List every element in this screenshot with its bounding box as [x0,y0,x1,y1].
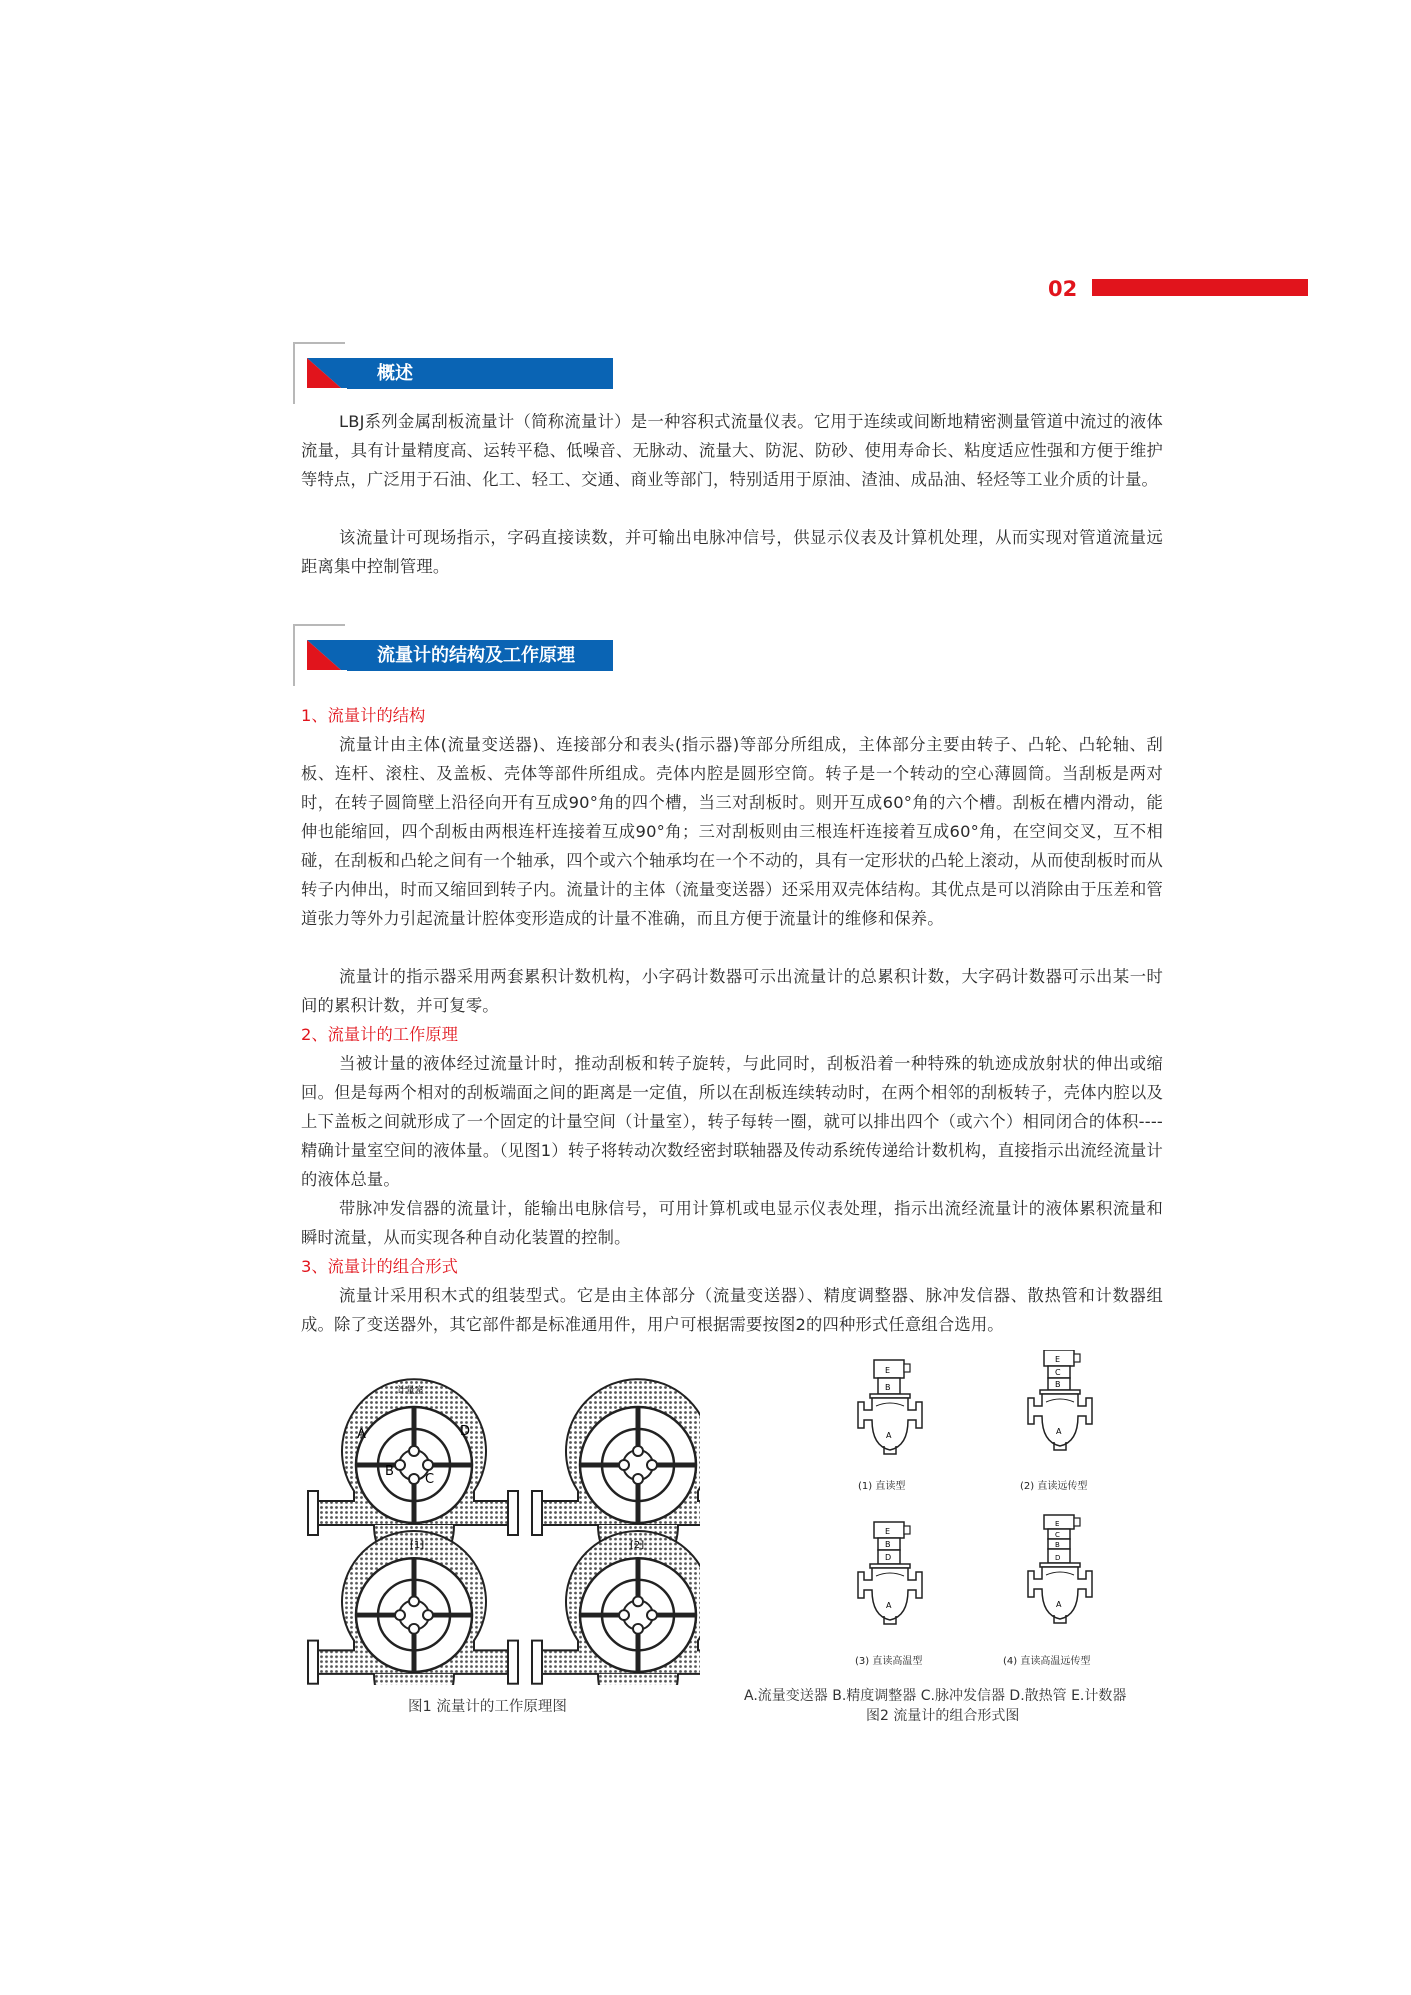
figure1-letter-d: D [460,1424,471,1439]
structure-paragraph-1: 流量计由主体(流量变送器)、连接部分和表头(指示器)等部分所组成，主体部分主要由转子、凸轮、凸轮轴、刮板、连杆、滚柱、及盖板、壳体等部件所组成。壳体内腔是圆形空筒。转子是一个转动的空心薄圆筒。当刮板是两对时，在转子圆筒壁上沿径向开有互成90°角的四个槽，当三对刮板时。则开互成60°角的六个槽。刮板在槽内滑动，能伸也能缩回，四个刮板由两根连杆连接着互成90°角；三对刮板则由三根连杆连接着互成60°角，在空间交叉，互不相碰，在刮板和凸轮之间有一个轴承，四个或六个轴承均在一个不动的，具有一定形状的凸轮上滚动，从而使刮板时而从转子内伸出，时而又缩回到转子内。流量计的主体（流量变送器）还采用双壳体结构。其优点是可以消除由于压差和管道张力等外力引起流量计腔体变形造成的计量不准确，而且方便于流量计的维修和保养。 [301,735,1163,928]
figure2-type-3: (3) 直读高温型 [855,1656,923,1667]
figure2-caption: 图2 流量计的组合形式图 [866,1708,1020,1724]
svg-text:E: E [1055,1520,1060,1528]
principle-paragraph-2: 带脉冲发信器的流量计，能输出电脉信号，可用计算机或电显示仪表处理，指示出流经流量计的液体累积流量和瞬时流量，从而实现各种自动化装置的控制。 [301,1199,1163,1247]
svg-text:E: E [1055,1355,1061,1364]
figure1-caption: 图1 流量计的工作原理图 [408,1699,567,1715]
figure1-letter-a: A [357,1427,366,1442]
svg-text:C: C [1055,1368,1061,1377]
figure1-letter-c: C [425,1472,435,1487]
svg-text:B: B [1055,1380,1061,1389]
svg-text:D: D [885,1553,892,1562]
figure1-chamber-label: 计量室 [397,1386,425,1396]
figure2-legend: A.流量变送器 B.精度调整器 C.脉冲发信器 D.散热管 E.计数器 [744,1688,1127,1704]
page-number: 02 [1048,277,1078,301]
svg-text:B: B [885,1540,891,1549]
section-header-overview [293,342,623,406]
subheading-combination: 3、流量计的组合形式 [301,1257,458,1276]
combination-paragraph-1: 流量计采用积木式的组装型式。它是由主体部分（流量变送器）、精度调整器、脉冲发信器、散热管和计数器组成。除了变送器外，其它部件都是标准通用件，用户可根据需要按图2的四种形式任意组合选用。 [301,1286,1163,1334]
svg-text:E: E [885,1366,891,1375]
figure2-type-1: (1) 直读型 [858,1481,906,1492]
section-title: 概述 [377,363,413,384]
subheading-structure: 1、流量计的结构 [301,706,426,725]
figure1-diagram [300,1375,700,1685]
figure2-type-2: (2) 直读远传型 [1020,1481,1088,1492]
page-header-bar [1092,279,1308,296]
figure2-diagram [830,1350,1130,1670]
svg-text:C: C [1055,1531,1060,1539]
section-logo-icon [301,356,347,390]
figure1-label-2: [2] [630,1540,645,1551]
structure-paragraph-2: 流量计的指示器采用两套累积计数机构，小字码计数器可示出流量计的总累积计数，大字码计数器可示出某一时间的累积计数，并可复零。 [301,967,1163,1015]
subheading-working-principle: 2、流量计的工作原理 [301,1025,458,1044]
svg-text:A: A [886,1431,892,1440]
svg-text:A: A [1056,1600,1062,1609]
figure1-letter-b: B [385,1464,394,1479]
svg-text:A: A [1056,1427,1062,1436]
figure2-type-4: (4) 直读高温远传型 [1003,1656,1091,1667]
overview-paragraph-1: LBJ系列金属刮板流量计（简称流量计）是一种容积式流量仪表。它用于连续或间断地精密测量管道中流过的液体流量，具有计量精度高、运转平稳、低噪音、无脉动、流量大、防泥、防砂、使用寿命长、粘度适应性强和方便于维护等特点，广泛用于石油、化工、轻工、交通、商业等部门，特别适用于原油、渣油、成品油、轻烃等工业介质的计量。 [301,412,1163,489]
overview-paragraph-2: 该流量计可现场指示，字码直接读数，并可输出电脉冲信号，供显示仪表及计算机处理，从而实现对管道流量远距离集中控制管理。 [301,528,1163,576]
svg-text:A: A [886,1601,892,1610]
svg-text:B: B [1055,1541,1060,1549]
svg-text:D: D [1055,1554,1061,1562]
section-logo-icon [301,638,347,672]
svg-text:E: E [885,1527,891,1536]
section-title: 流量计的结构及工作原理 [377,645,575,666]
figure1-label-1: [1] [410,1540,425,1551]
svg-text:B: B [885,1383,891,1392]
section-title-band [347,640,613,671]
section-title-band [347,358,613,389]
section-header-principle [293,624,623,688]
principle-paragraph-1: 当被计量的液体经过流量计时，推动刮板和转子旋转，与此同时，刮板沿着一种特殊的轨迹成放射状的伸出或缩回。但是每两个相对的刮板端面之间的距离是一定值，所以在刮板连续转动时，在两个相邻的刮板转子，壳体内腔以及上下盖板之间就形成了一个固定的计量空间（计量室），转子每转一圈，就可以排出四个（或六个）相同闭合的体积----精确计量室空间的液体量。（见图1）转子将转动次数经密封联轴器及传动系统传递给计数机构，直接指示出流经流量计的液体总量。 [301,1054,1163,1189]
